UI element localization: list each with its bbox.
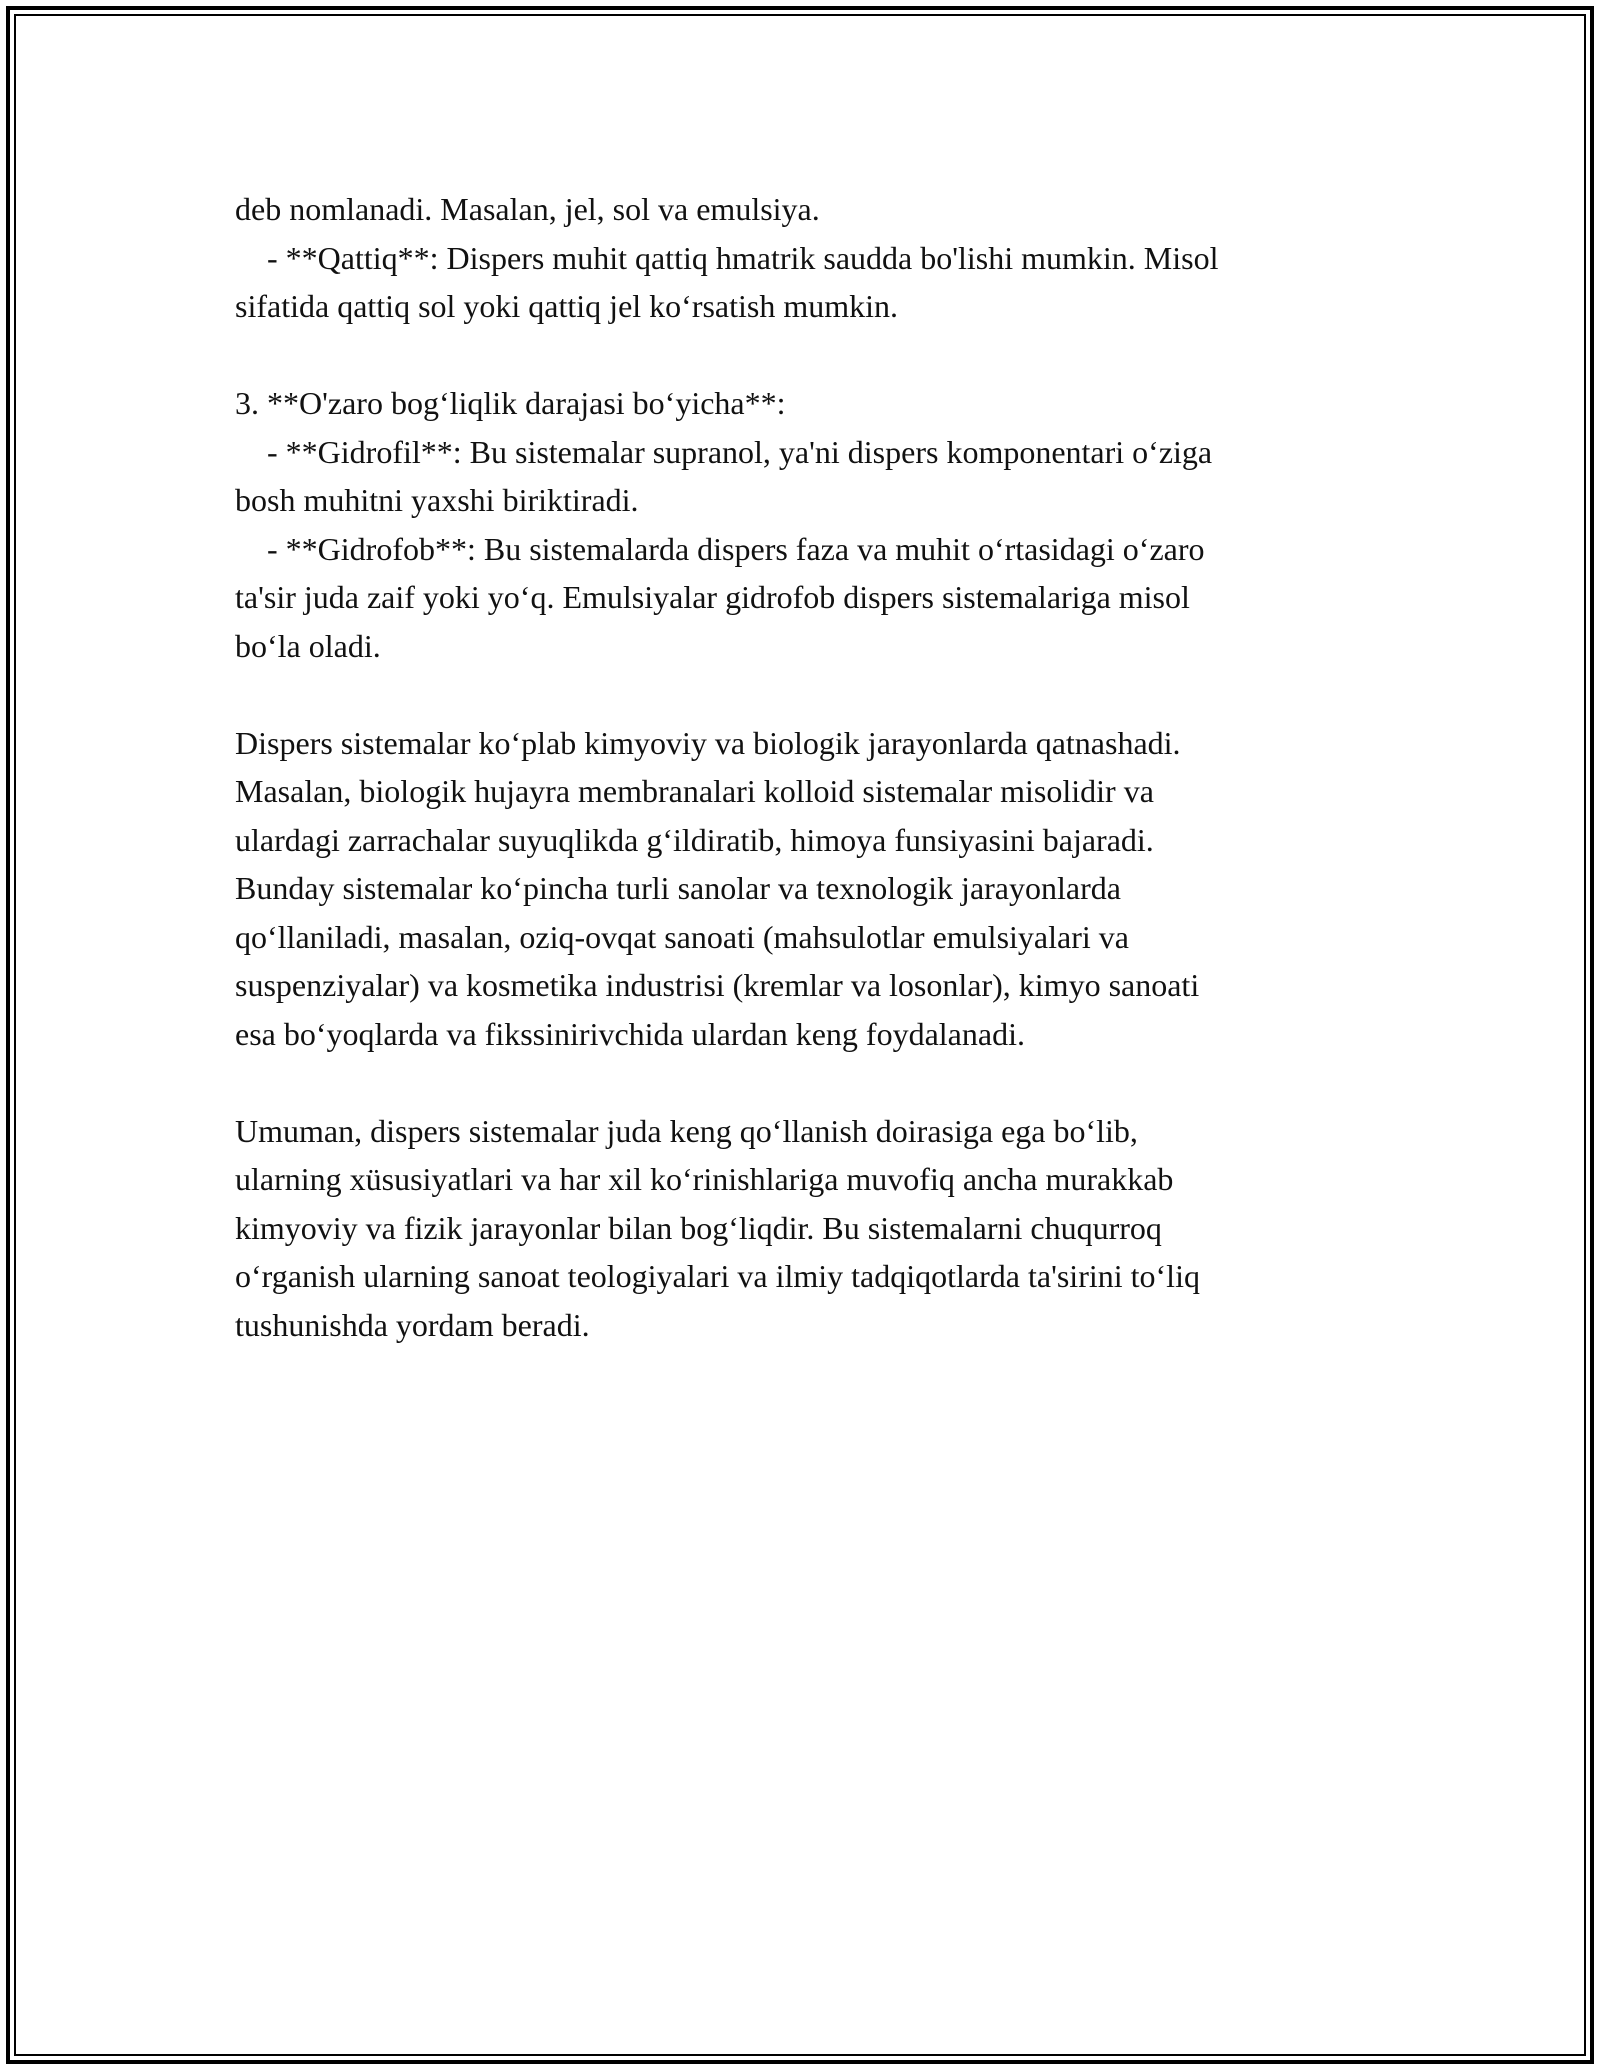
text-line: - **Qattiq**: Dispers muhit qattiq hmatrik saudda bo'lishi mumkin. Misol (235, 239, 1219, 276)
text-line: bosh muhitni yaxshi biriktiradi. (235, 482, 639, 518)
text-line: Bunday sistemalar koʻpincha turli sanolar va texnologik jarayonlarda (235, 870, 1121, 906)
text-line: Masalan, biologik hujayra membranalari kolloid sistemalar misolidir va (235, 773, 1154, 809)
document-body (235, 185, 1365, 1349)
text-line: esa boʻyoqlarda va fikssinirivchida ulardan keng foydalanadi. (235, 1015, 1025, 1052)
text-line: sifatida qattiq sol yoki qattiq jel koʻrsatish mumkin. (235, 288, 899, 324)
paragraph-block (235, 379, 1365, 670)
text-line: - **Gidrofob**: Bu sistemalarda dispers faza va muhit oʻrtasidagi oʻzaro (235, 530, 1205, 567)
paragraph-block (235, 719, 1365, 1059)
paragraph-gap (235, 331, 1365, 380)
text-line: Umuman, dispers sistemalar juda keng qoʻllanish doirasiga ega boʻlib, (235, 1112, 1138, 1149)
text-line: suspenziyalar) va kosmetika industrisi (kremlar va losonlar), kimyo sanoati (235, 967, 1200, 1003)
paragraph-gap (235, 670, 1365, 719)
text-line: ulardagi zarrachalar suyuqlikda gʻildiratib, himoya funsiyasini bajaradi. (235, 821, 1154, 858)
text-line: tushunishda yordam beradi. (235, 1306, 590, 1343)
paragraph-block (235, 1107, 1365, 1350)
text-line: qoʻllaniladi, masalan, oziq-ovqat sanoati (mahsulotlar emulsiyalari va (235, 918, 1129, 955)
text-line: ta'sir juda zaif yoki yoʻq. Emulsiyalar gidrofob dispers sistemalariga misol (235, 579, 1190, 615)
text-line: - **Gidrofil**: Bu sistemalar supranol, ya'ni dispers komponentari oʻziga (235, 433, 1213, 470)
text-line: 3. **O'zaro bogʻliqlik darajasi boʻyicha**: (235, 385, 786, 421)
text-line: oʻrganish ularning sanoat teologiyalari va ilmiy tadqiqotlarda ta'sirini toʻliq (235, 1258, 1200, 1294)
text-line: boʻla oladi. (235, 627, 381, 664)
text-line: kimyoviy va fizik jarayonlar bilan bogʻliqdir. Bu sistemalarni chuqurroq (235, 1209, 1162, 1246)
paragraph-block (235, 185, 1365, 331)
text-line: ularning xüsusiyatlari va har xil koʻrinishlariga muvofiq ancha murakkab (235, 1161, 1174, 1197)
text-line: Dispers sistemalar koʻplab kimyoviy va biologik jarayonlarda qatnashadi. (235, 724, 1181, 761)
paragraph-gap (235, 1058, 1365, 1107)
text-line: deb nomlanadi. Masalan, jel, sol va emulsiya. (235, 191, 820, 227)
